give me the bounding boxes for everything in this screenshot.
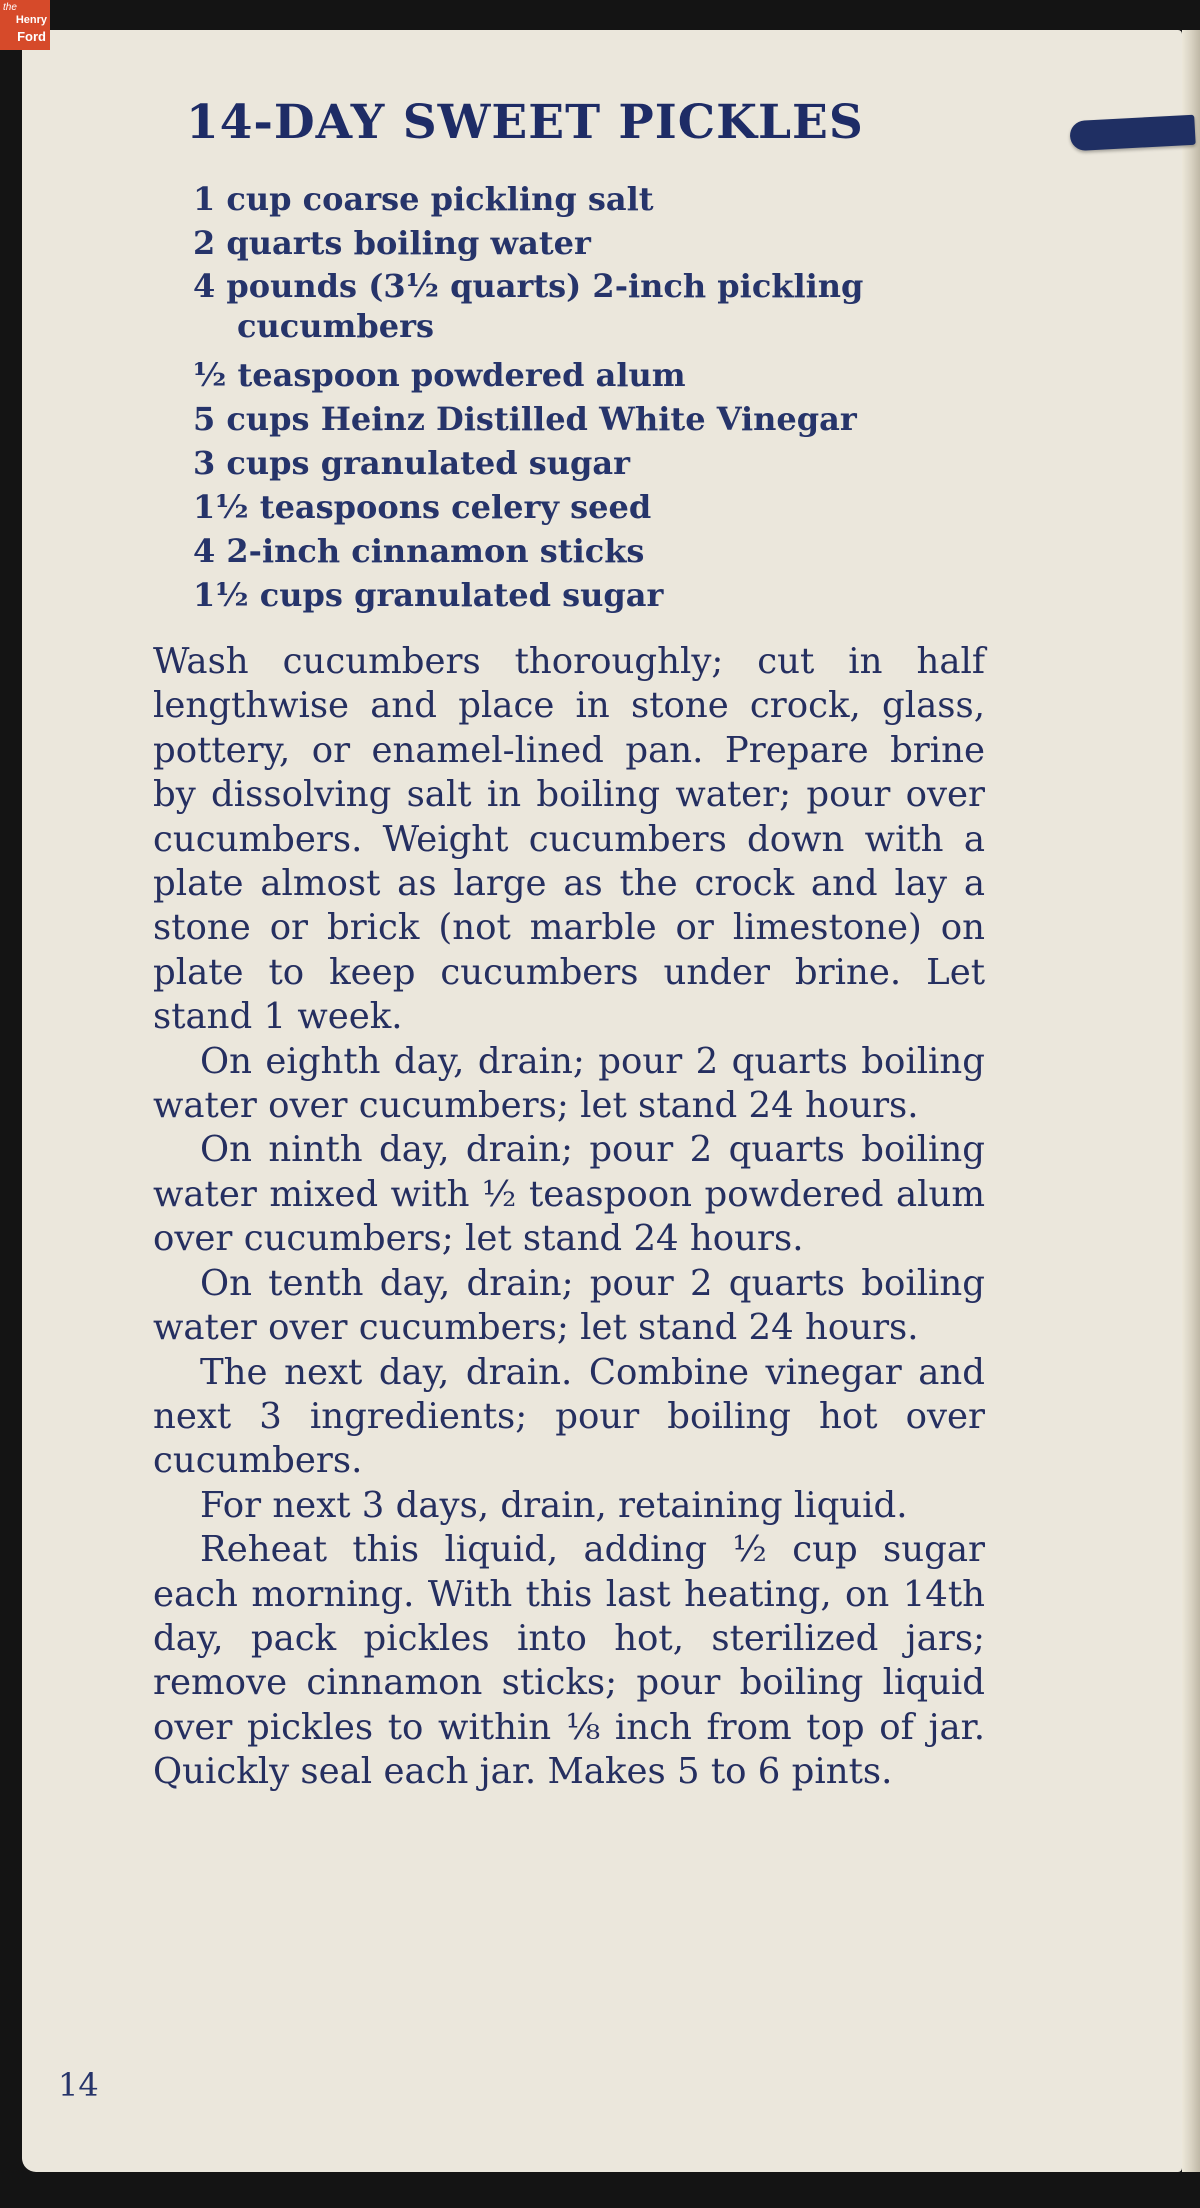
direction-paragraph: For next 3 days, drain, retaining liquid. [200, 1484, 908, 1526]
logo-line-1: the [3, 2, 17, 13]
ingredient-item: 4 2-inch cinnamon sticks [193, 532, 645, 570]
ingredient-item [193, 266, 1023, 354]
logo-line-2: Henry [15, 14, 47, 26]
ingredient-item: 1½ cups granulated sugar [193, 576, 664, 614]
direction-paragraph: Wash cucumbers thoroughly; cut in half lengthwise and place in stone crock, glass, pottery, or enamel-lined pan. Prepare brine by dissolving salt in boiling water; pour over cucumbers. Weight cucumbers down with a plate almost as large as the crock and lay a stone or brick (not marble or limestone) on plate to keep cucumbers under brine. Let stand 1 week. [153, 641, 985, 1038]
ingredient-list [193, 178, 1023, 618]
page-edge [1182, 30, 1200, 2172]
direction-paragraph: Reheat this liquid, adding ½ cup sugar each morning. With this last heating, on 14th day, pack pickles into hot, sterilized jars; remove cinnamon sticks; pour boiling liquid over pickles to within ⅛ inch from top of jar. Quickly seal each jar. Makes 5 to 6 pints. [153, 1529, 985, 1793]
recipe-directions [153, 640, 985, 1795]
page-number: 14 [58, 2066, 99, 2104]
direction-paragraph: On tenth day, drain; pour 2 quarts boiling water over cucumbers; let stand 24 hours. [153, 1262, 985, 1349]
direction-paragraph: On ninth day, drain; pour 2 quarts boiling water mixed with ½ teaspoon powdered alum over cucumbers; let stand 24 hours. [153, 1129, 985, 1260]
ingredient-item: 1 cup coarse pickling salt [193, 180, 654, 218]
direction-paragraph: On eighth day, drain; pour 2 quarts boiling water over cucumbers; let stand 24 hours. [153, 1040, 985, 1127]
ingredient-item: 2 quarts boiling water [193, 224, 591, 262]
ingredient-item: 3 cups granulated sugar [193, 444, 630, 482]
ingredient-item: ½ teaspoon powdered alum [193, 356, 686, 394]
recipe-title: 14-DAY SWEET PICKLES [186, 95, 864, 150]
henry-ford-logo [0, 0, 50, 50]
ingredient-item: 1½ teaspoons celery seed [193, 488, 652, 526]
logo-line-3: Ford [17, 29, 46, 44]
ingredient-item: 5 cups Heinz Distilled White Vinegar [193, 400, 857, 438]
direction-paragraph: The next day, drain. Combine vinegar and next 3 ingredients; pour boiling hot over cucumbers. [153, 1351, 985, 1482]
ingredient-text: 4 pounds (3½ quarts) 2-inch pickling cucumbers [193, 267, 864, 345]
